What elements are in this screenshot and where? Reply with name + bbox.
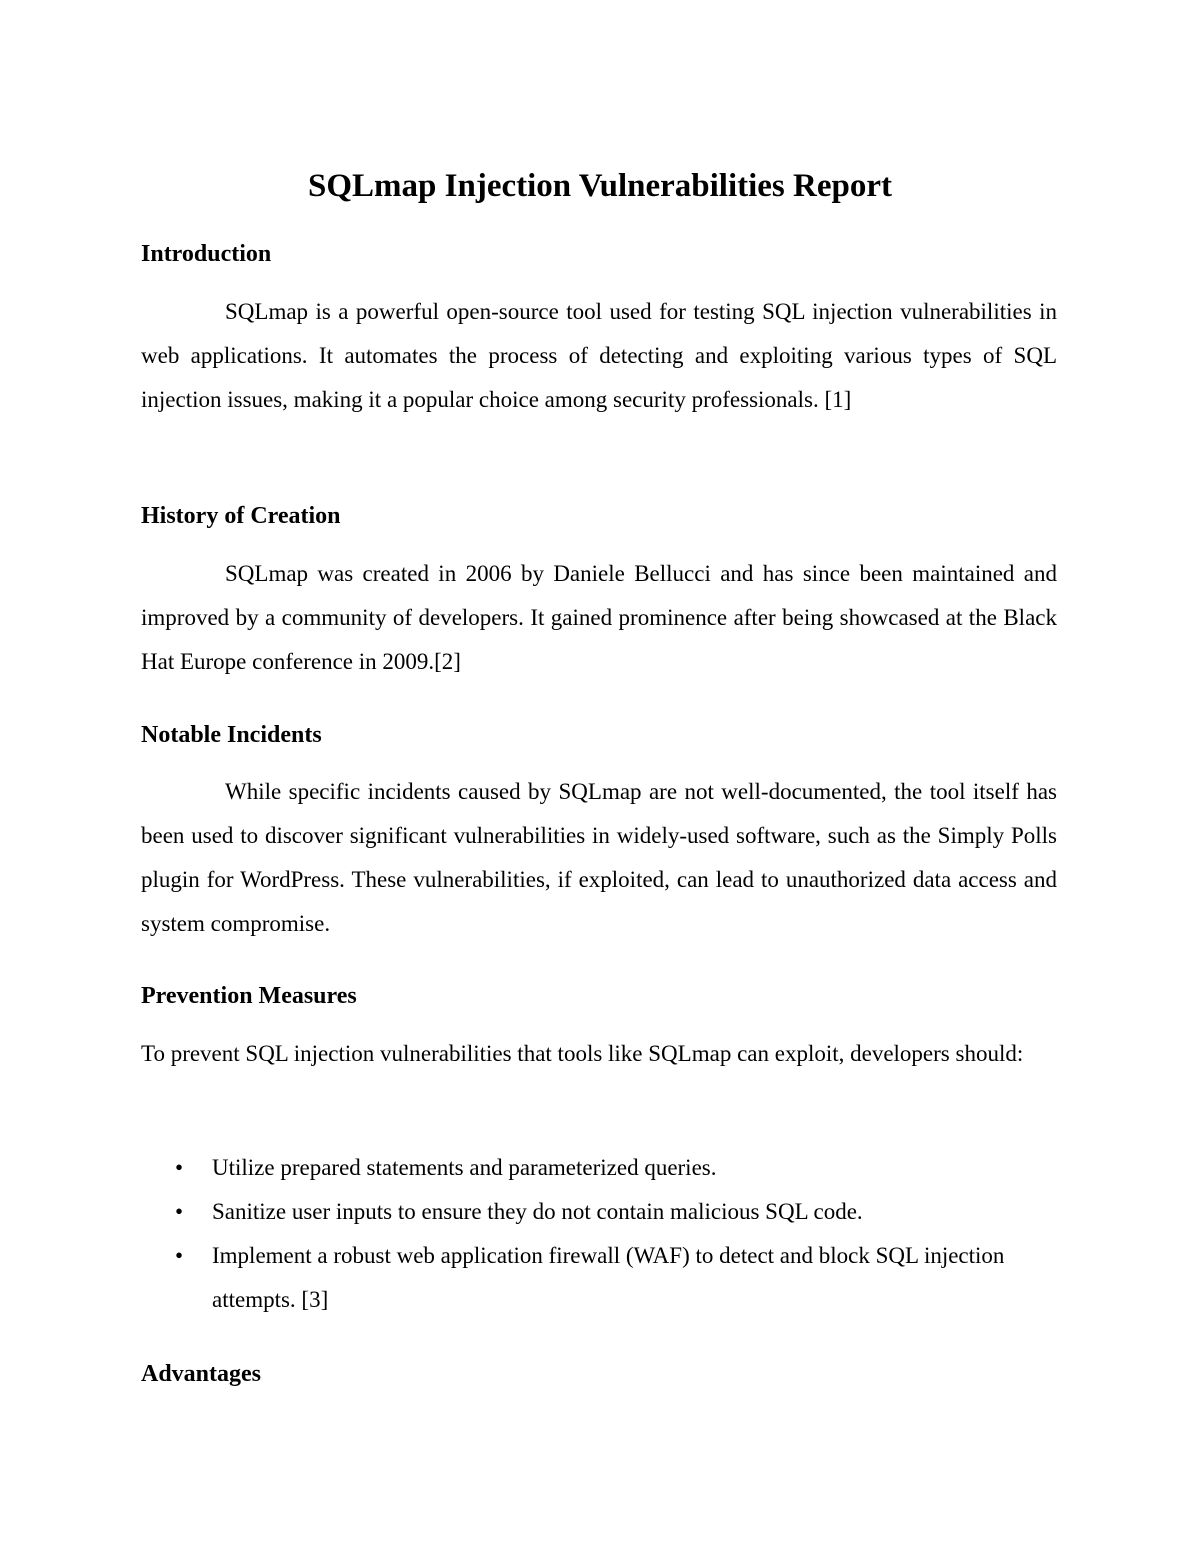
list-item-text: Implement a robust web application firewall (WAF) to detect and block SQL injection attempts. [3] <box>212 1243 1005 1312</box>
heading-advantages: Advantages <box>141 1361 262 1387</box>
heading-prevention: Prevention Measures <box>141 983 357 1009</box>
list-item-text: Sanitize user inputs to ensure they do not contain malicious SQL code. <box>212 1199 863 1224</box>
list-item <box>141 1190 1057 1234</box>
list-item-text: Utilize prepared statements and parameterized queries. <box>212 1155 717 1180</box>
bullet-icon: • <box>175 1243 184 1268</box>
bullet-icon: • <box>175 1155 184 1180</box>
prevention-bullet-list <box>141 1146 1057 1322</box>
heading-incidents: Notable Incidents <box>141 722 322 748</box>
heading-history: History of Creation <box>141 503 341 529</box>
heading-introduction: Introduction <box>141 241 272 267</box>
paragraph-history: SQLmap was created in 2006 by Daniele Bellucci and has since been maintained and improved by a community of developers. It gained prominence after being showcased at the Black Hat Europe conference in 2009.[2] <box>141 561 1057 674</box>
list-item <box>141 1146 1057 1190</box>
list-item <box>141 1234 1057 1322</box>
paragraph-introduction: SQLmap is a powerful open-source tool used for testing SQL injection vulnerabilities in web applications. It automates the process of detecting and exploiting various types of SQL injection issues, making it a popular choice among security professionals. [1] <box>141 299 1057 412</box>
page-title: SQLmap Injection Vulnerabilities Report <box>308 168 892 204</box>
paragraph-incidents: While specific incidents caused by SQLmap are not well-documented, the tool itself has been used to discover significant vulnerabilities in widely-used software, such as the Simply Polls plugin for WordPress. These vulnerabilities, if exploited, can lead to unauthorized data access and system compromise. <box>141 779 1057 936</box>
bullet-icon: • <box>175 1199 184 1224</box>
paragraph-prevention-intro: To prevent SQL injection vulnerabilities that tools like SQLmap can exploit, developers should: <box>141 1041 1024 1066</box>
